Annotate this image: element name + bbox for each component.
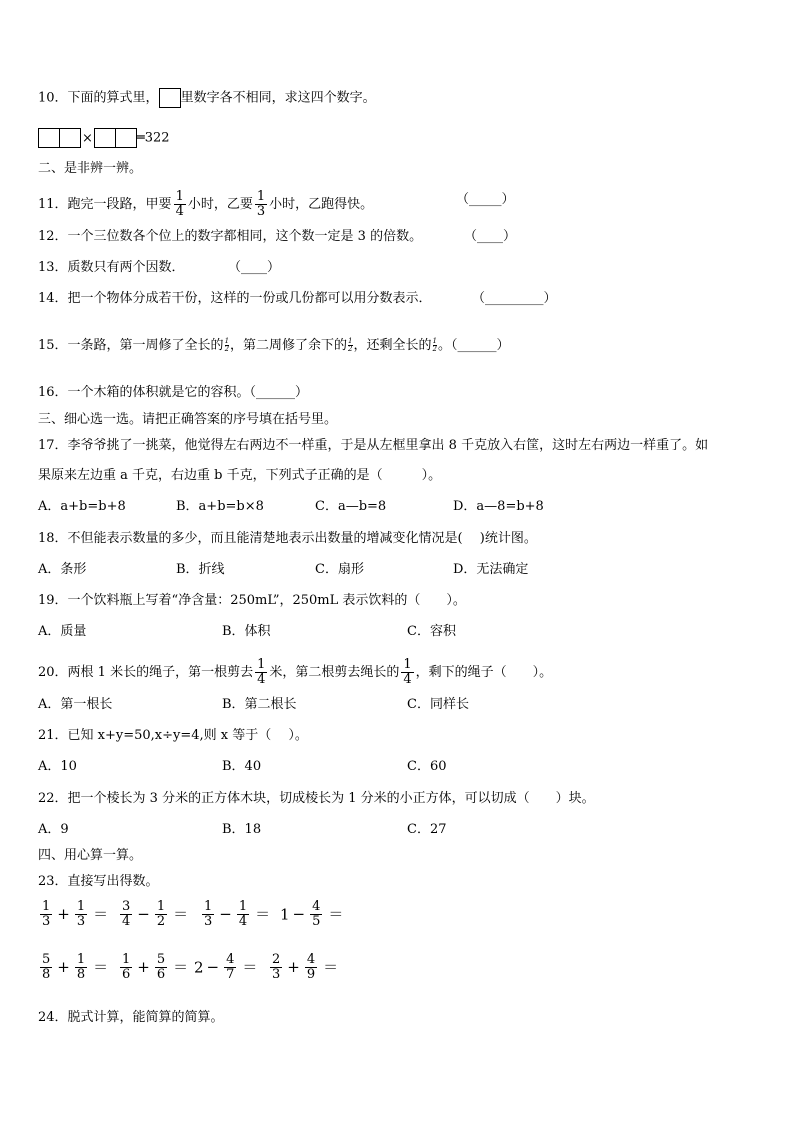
answer-paren-16[interactable]: （______） <box>249 385 309 400</box>
option-b[interactable]: B．18 <box>222 822 262 837</box>
question-24: 24．脱式计算，能简算的简算。 <box>38 1010 224 1025</box>
question-13: 13．质数只有两个因数． <box>38 260 185 275</box>
calc-item: $\frac{2}{3}$ + $\frac{4}{9}$ ＝ <box>272 952 339 982</box>
digit-box-2[interactable] <box>59 128 81 148</box>
option-d[interactable]: D．无法确定 <box>453 562 529 577</box>
option-c[interactable]: C．27 <box>407 822 447 837</box>
option-a[interactable]: A．第一根长 <box>38 697 113 712</box>
question-19: 19．一个饮料瓶上写着“净含量：250mL”，250mL 表示饮料的（ ）。 <box>38 593 466 608</box>
fraction: $\frac{1}{3}$ <box>256 189 266 219</box>
question-21: 21．已知 x+y=50,x÷y=4,则 x 等于（ ）。 <box>38 728 308 743</box>
fraction: $\frac{1}{4}$ <box>257 657 266 687</box>
calc-item: $\frac{1}{6}$ + $\frac{5}{6}$ ＝ <box>122 952 189 982</box>
option-c[interactable]: C．同样长 <box>407 697 469 712</box>
option-b[interactable]: B．第二根长 <box>222 697 297 712</box>
equation-result: ═322 <box>136 130 170 146</box>
calc-item: 2 − $\frac{4}{7}$ ＝ <box>194 952 258 982</box>
option-c[interactable]: C．60 <box>407 759 447 774</box>
question-17-line-1: 17．李爷爷挑了一挑菜，他觉得左右两边不一样重，于是从左框里拿出 8 千克放入右筐，这时左右两边一样重了。如 <box>38 438 709 453</box>
option-d[interactable]: D．a—8=b+8 <box>453 499 544 514</box>
q10-equation <box>38 128 170 149</box>
answer-paren-14[interactable]: （_________） <box>472 291 557 306</box>
option-b[interactable]: B．a+b=b×8 <box>176 499 264 514</box>
option-b[interactable]: B．40 <box>222 759 262 774</box>
answer-paren-11[interactable]: （_____） <box>456 192 515 207</box>
question-22: 22．把一个棱长为 3 分米的正方体木块，切成棱长为 1 分米的小正方体，可以切成（ ）块。 <box>38 791 595 806</box>
question-12: 12．一个三位数各个位上的数字都相同，这个数一定是 3 的倍数。 <box>38 229 423 244</box>
option-b[interactable]: B．折线 <box>176 562 225 577</box>
times-sign: × <box>82 130 93 146</box>
calc-item: $\frac{5}{8}$ + $\frac{1}{8}$ ＝ <box>42 952 109 982</box>
answer-paren-13[interactable]: （____） <box>228 260 281 275</box>
fraction: $\frac{1}{4}$ <box>403 657 412 687</box>
answer-paren-12[interactable]: （____） <box>464 229 517 244</box>
option-c[interactable]: C．扇形 <box>315 562 364 577</box>
option-c[interactable]: C．a—b=8 <box>315 499 387 514</box>
option-b[interactable]: B．体积 <box>222 624 271 639</box>
digit-box-4[interactable] <box>115 128 137 148</box>
section-4-heading: 四、用心算一算。 <box>38 848 143 863</box>
question-17-line-2: 果原来左边重 a 千克，右边重 b 千克，下列式子正确的是（ ）。 <box>38 468 442 483</box>
section-2-heading: 二、是非辨一辨。 <box>38 161 143 176</box>
small-fraction: $\frac{1}{2}$ <box>348 337 353 353</box>
calc-item: $\frac{1}{3}$ − $\frac{1}{4}$ ＝ <box>204 899 271 929</box>
calc-item: $\frac{3}{4}$ − $\frac{1}{2}$ ＝ <box>122 899 189 929</box>
small-fraction: $\frac{1}{2}$ <box>432 337 437 353</box>
calc-item: 1 − $\frac{4}{5}$ ＝ <box>280 899 344 929</box>
question-23: 23．直接写出得数。 <box>38 874 159 889</box>
option-a[interactable]: A．10 <box>38 759 77 774</box>
digit-box-sample <box>159 88 181 108</box>
question-11: 11．跑完一段路，甲要 $\frac{1}{4}$ 小时，乙要 $\frac{1}{3}$ 小时，乙跑得快。 <box>38 189 374 219</box>
small-fraction: $\frac{1}{2}$ <box>224 337 230 353</box>
question-16: 16．一个木箱的体积就是它的容积。（______） <box>38 385 309 400</box>
option-a[interactable]: A．a+b=b+8 <box>38 499 126 514</box>
question-20: 20．两根 1 米长的绳子，第一根剪去 $\frac{1}{4}$ 米，第二根剪去绳长的 $\frac{1}{4}$ ，剩下的绳子（ ）。 <box>38 657 553 687</box>
digit-box-3[interactable] <box>94 128 116 148</box>
fraction: $\frac{1}{4}$ <box>175 189 184 219</box>
option-c[interactable]: C．容积 <box>407 624 456 639</box>
question-18: 18．不但能表示数量的多少，而且能清楚地表示出数量的增减变化情况是( )统计图。 <box>38 531 537 546</box>
option-a[interactable]: A．条形 <box>38 562 87 577</box>
question-10: 10．下面的算式里， 里数字各不相同，求这四个数字。 <box>38 88 376 109</box>
answer-paren-15[interactable]: （______） <box>451 338 510 353</box>
digit-box-1[interactable] <box>38 128 60 148</box>
question-14: 14．把一个物体分成若干份，这样的一份或几份都可以用分数表示． <box>38 291 432 306</box>
section-3-heading: 三、细心选一选。请把正确答案的序号填在括号里。 <box>38 412 338 427</box>
option-a[interactable]: A．9 <box>38 822 69 837</box>
question-15: 15．一条路，第一周修了全长的 $\frac{1}{2}$ ，第二周修了余下的 $\frac{1}{2}$ ，还剩全长的 $\frac{1}{2}$ 。（______） <box>38 337 510 353</box>
option-a[interactable]: A．质量 <box>38 624 87 639</box>
calc-item: $\frac{1}{3}$ + $\frac{1}{3}$ ＝ <box>42 899 109 929</box>
